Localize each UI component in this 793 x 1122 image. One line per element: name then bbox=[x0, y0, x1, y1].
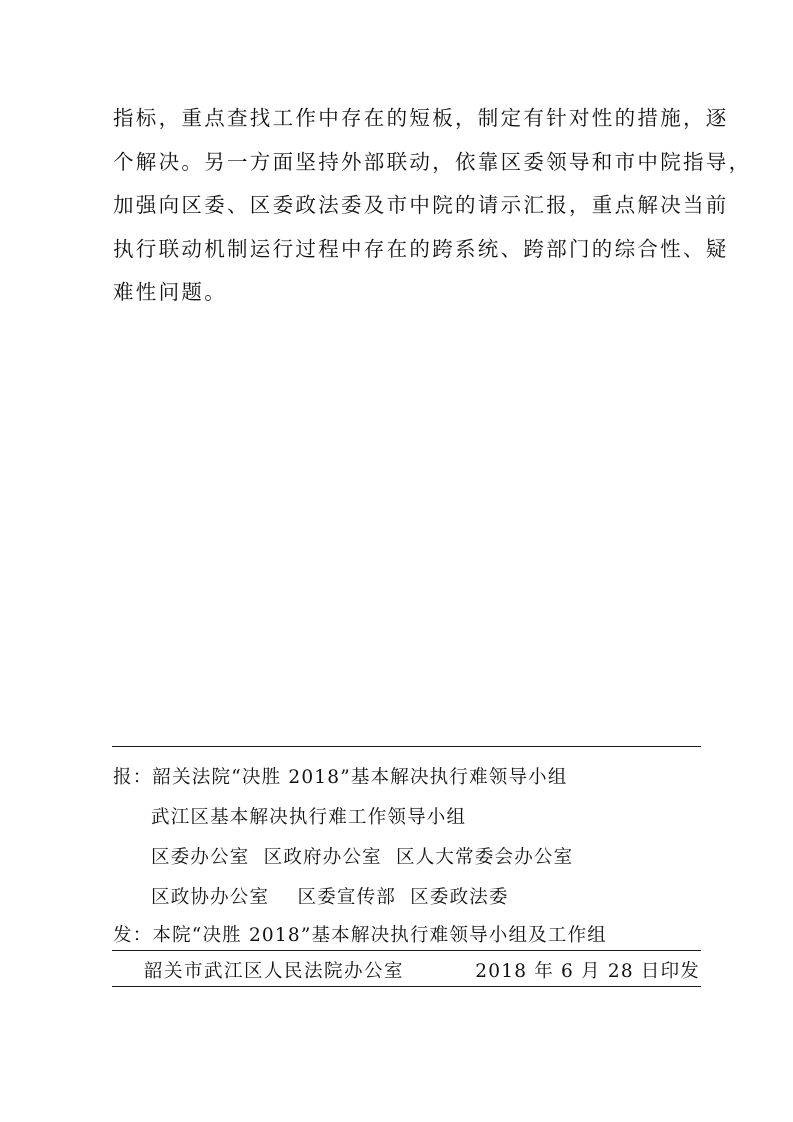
report-line-3 bbox=[113, 843, 573, 869]
distribution-top-rule bbox=[112, 746, 701, 747]
body-paragraph bbox=[113, 97, 752, 315]
footer-top-rule bbox=[112, 950, 701, 951]
report-line-2 bbox=[113, 803, 466, 829]
report-recipient-2: 武江区基本解决执行难工作领导小组 bbox=[151, 807, 467, 828]
send-line bbox=[113, 921, 607, 947]
body-line-4: 执行联动机制运行过程中存在的跨系统、跨部门的综合性、疑 bbox=[113, 236, 729, 261]
issue-date: 2018 年 6 月 28 日印发 bbox=[475, 961, 700, 982]
report-line-1 bbox=[113, 763, 568, 789]
send-label: 发： bbox=[113, 925, 153, 946]
issuer-office: 韶关市武江区人民法院办公室 bbox=[144, 961, 405, 982]
report-recipient-3: 区委办公室 区政府办公室 区人大常委会办公室 bbox=[151, 847, 574, 868]
body-line-3: 加强向区委、区委政法委及市中院的请示汇报，重点解决当前 bbox=[113, 193, 729, 217]
body-line-2: 个解决。另一方面坚持外部联动，依靠区委领导和市中院指导， bbox=[113, 149, 752, 174]
body-line-1: 指标，重点查找工作中存在的短板，制定有针对性的措施，逐 bbox=[113, 106, 729, 130]
report-label: 报： bbox=[113, 767, 153, 788]
body-line-5: 难性问题。 bbox=[113, 280, 227, 304]
footer-bottom-rule bbox=[112, 986, 701, 987]
report-line-4 bbox=[113, 883, 509, 909]
report-recipient-4: 区政协办公室 区委宣传部 区委政法委 bbox=[151, 887, 509, 908]
report-recipient-1: 韶关法院“决胜 2018”基本解决执行难领导小组 bbox=[152, 767, 568, 788]
send-recipient: 本院“决胜 2018”基本解决执行难领导小组及工作组 bbox=[152, 925, 607, 946]
